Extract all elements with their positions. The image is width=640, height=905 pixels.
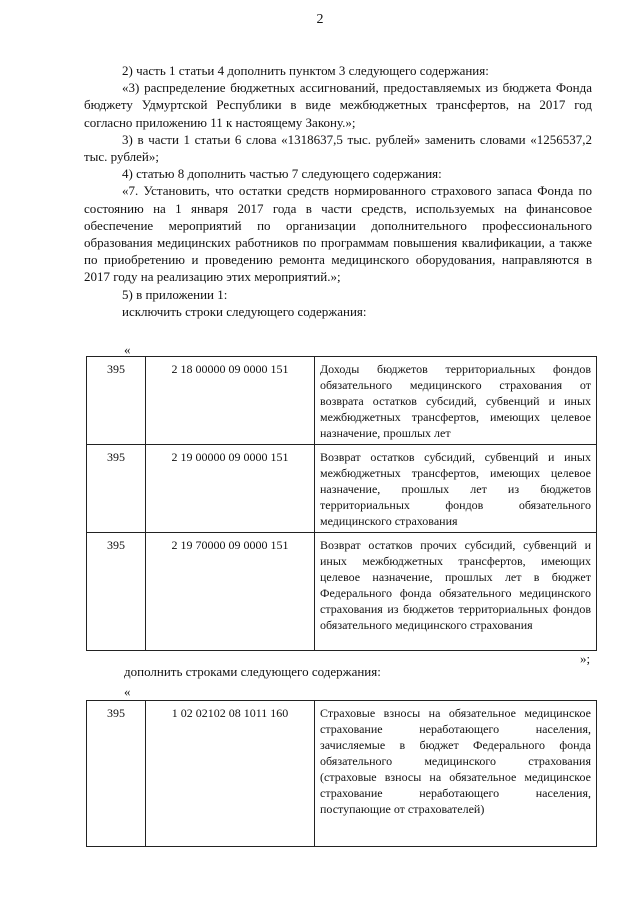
paragraph: 4) статью 8 дополнить частью 7 следующего содержания: (122, 166, 442, 182)
table-cell-code: 395 (87, 445, 146, 533)
table-cell-description: Возврат остатков прочих субсидий, субвенций и иных межбюджетных трансфертов, имеющих целевое назначение, прошлых лет в бюджет Федерального фонда обязательного медицинского страхования из бюджетов территориальных фондов обязательного медицинского страхования (315, 533, 597, 651)
table-cell-kbk: 1 02 02102 08 1011 160 (146, 701, 315, 847)
paragraph: 3) в части 1 статьи 6 слова «1318637,5 тыс. рублей» заменить словами «1256537,2 тыс. рублей»; (84, 131, 592, 165)
paragraph: исключить строки следующего содержания: (122, 303, 367, 319)
table-cell-kbk: 2 19 00000 09 0000 151 (146, 445, 315, 533)
table-cell-kbk: 2 19 70000 09 0000 151 (146, 533, 315, 651)
table-cell-code: 395 (87, 357, 146, 445)
body-text (84, 62, 592, 320)
table-row (87, 357, 597, 445)
table-row (87, 533, 597, 651)
table-row (87, 445, 597, 533)
page-number: 2 (316, 12, 324, 27)
table-cell-code: 395 (87, 701, 146, 847)
open-quote: « (124, 684, 131, 699)
paragraph: «7. Установить, что остатки средств нормированного страхового запаса Фонда по состоянию на 1 января 2017 года в части средств, используемых на финансовое обеспечение мероприятий по организации дополнительного профессионального образования медицинских работников по программам повышения квалификации, а также по приобретению и проведению ремонта медицинского оборудования, направляются в 2017 году на реализацию этих мероприятий.»; (84, 183, 592, 285)
excluded-rows-table (86, 356, 597, 651)
open-quote: « (124, 342, 131, 357)
table-cell-description: Возврат остатков субсидий, субвенций и иных межбюджетных трансфертов, имеющих целевое назначение, прошлых лет из бюджетов территориальных фондов обязательного медицинского страхования (315, 445, 597, 533)
paragraph: 5) в приложении 1: (122, 286, 228, 302)
table-cell-code: 395 (87, 533, 146, 651)
close-quote: »; (580, 651, 591, 666)
table-cell-description: Доходы бюджетов территориальных фондов обязательного медицинского страхования от возврата остатков субсидий, субвенций и иных межбюджетных трансфертов, имеющих целевое назначение, прошлых лет (315, 357, 597, 445)
table-cell-description: Страховые взносы на обязательное медицинское страхование неработающего населения, зачисляемые в бюджет Федерального фонда обязательного медицинского страхования (страховые взносы на обязательное медицинское страхование неработающего населения, поступающие от страхователей) (315, 701, 597, 847)
table-cell-kbk: 2 18 00000 09 0000 151 (146, 357, 315, 445)
paragraph: «3) распределение бюджетных ассигнований, предоставляемых из бюджета Фонда бюджету Удмуртской Республики в виде межбюджетных трансфертов, на 2017 год согласно приложению 11 к настоящему Закону.»; (84, 80, 592, 130)
paragraph: 2) часть 1 статьи 4 дополнить пунктом 3 следующего содержания: (122, 63, 489, 78)
added-rows-table (86, 700, 597, 847)
table-row (87, 701, 597, 847)
add-rows-heading: дополнить строками следующего содержания: (124, 664, 381, 679)
